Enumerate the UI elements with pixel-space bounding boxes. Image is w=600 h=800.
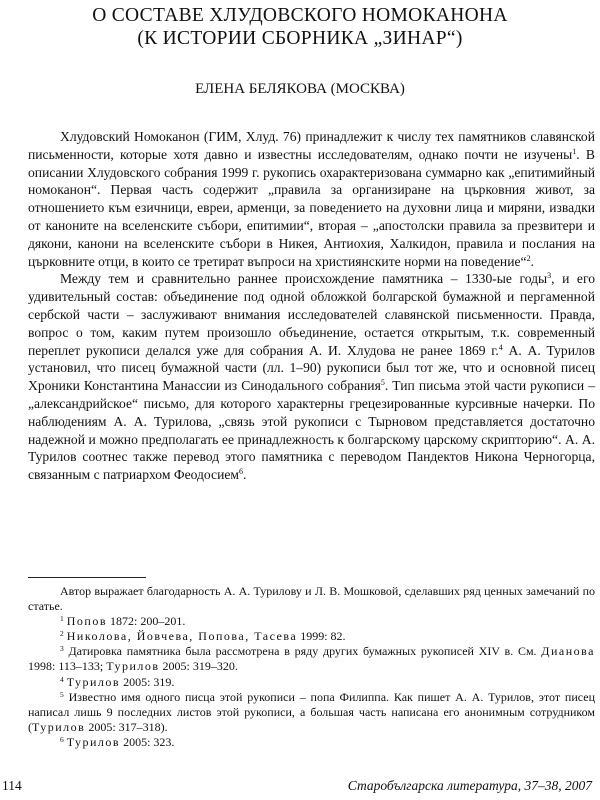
footnote-number: 4 <box>60 674 64 684</box>
paragraph-text: Хлудовский Номоканон (ГИМ, Хлуд. 76) принадлежит к числу тех памятников славянской письменности, которые хотя давно и известны исследователям, однако почти не изучены <box>28 129 595 162</box>
footnote-4 <box>28 675 595 690</box>
citation-text: Известно имя одного писца этой рукописи – попа Филиппа. Как пишет А. А. Турилов, этот писец написал лишь 9 последних листов этой рукописи, а большая часть написана его анонимным сотрудником ( <box>28 689 595 734</box>
paragraph-text: . В описании Хлудовского собрания 1999 г. рукопись охарактеризована суммарно как „епитимийный номоканон“. Первая часть содержит „правила за организиране на църковния живот, за отношението към езичници, евреи, арменци, за поведението на духовни лица и миряни, извадки от каноните на вселенските събори, епитимии“, вторая – „апостолски правила за презвитери и дякони, канони на вселенските събори в Никея, Антиохия, Халкидон, правила и послания на църковните отци, в които се третират въпроси на християнските норми на поведение“ <box>28 146 595 269</box>
cited-author: Турилов <box>66 734 121 749</box>
footnote-number: 1 <box>60 614 64 624</box>
cited-author: Турилов <box>66 674 121 689</box>
footnote-ref-6[interactable]: 6 <box>239 467 244 477</box>
footnote-number: 5 <box>60 689 64 699</box>
citation-text: 1872: 200–201. <box>107 614 186 629</box>
cited-author: Турилов <box>106 659 160 674</box>
footnote-number: 6 <box>60 734 64 744</box>
article-title-line-2: (К ИСТОРИИ СБОРНИКА „ЗИНАР“) <box>137 28 463 49</box>
citation-text: 2005: 317–318). <box>85 719 168 734</box>
footnote-number: 2 <box>60 629 64 639</box>
footnote-5 <box>28 690 595 735</box>
citation-text: 1998: 113–133; <box>28 659 107 674</box>
paragraph-text: . <box>530 253 534 269</box>
footnote-1 <box>28 614 595 629</box>
cited-author: Николова, Йовчева, Попова, Тасева <box>66 629 298 644</box>
article-body <box>28 128 595 484</box>
article-title-line-1: О СОСТАВЕ ХЛУДОВСКОГО НОМОКАНОНА <box>92 5 508 26</box>
footnotes-section <box>28 584 595 750</box>
citation-text: 2005: 319. <box>120 674 175 689</box>
acknowledgement-note: Автор выражает благодарность А. А. Турилову и Л. В. Мошковой, сделавших ряд ценных замечаний по статье. <box>28 584 595 614</box>
paragraph-text: А. А. Турилов установил, что писец бумажной части (лл. 1–90) рукописи был тот же, что и основной писец Хроники Константина Манассии из Синодального собрания <box>28 342 595 394</box>
footnote-6 <box>28 735 595 750</box>
footnote-3 <box>28 644 595 674</box>
citation-text: 2005: 323. <box>120 734 175 749</box>
footnote-ref-1[interactable]: 1 <box>572 146 577 156</box>
paragraph-text: Между тем и сравнительно раннее происхождение памятника – 1330-ые годы <box>60 271 548 287</box>
footnote-ref-2[interactable]: 2 <box>526 253 531 263</box>
citation-text: 1999: 82. <box>297 629 346 644</box>
paragraph-text: , и его удивительный состав: объединение под одной обложкой болгарской бумажной и пергаменной сербской части – заслуживают внимания исследователей славянской письменности. Правда, вопрос о том, каким путем произошло объединение, остается открытым, т.к. современный переплет рукописи делался уже для собрания А. И. Хлудова не ранее 1869 г. <box>28 271 595 358</box>
footnote-2 <box>28 629 595 644</box>
article-title <box>0 4 600 50</box>
journal-reference: Старобългарска литература, 37–38, 2007 <box>347 778 592 793</box>
paragraph-text: . <box>243 467 247 483</box>
paragraph-1 <box>28 128 595 270</box>
footnote-divider <box>28 577 146 578</box>
article-author: ЕЛЕНА БЕЛЯКОВА (МОСКВА) <box>195 81 405 97</box>
footnote-ref-5[interactable]: 5 <box>380 378 385 388</box>
footnote-ref-4[interactable]: 4 <box>498 342 503 352</box>
page-number: 114 <box>2 778 22 793</box>
paragraph-2 <box>28 270 595 484</box>
paragraph-text: . Тип письма этой части рукописи – „александрийское“ письмо, для которого характерны грецезированные курсивные начерки. По наблюдениям А. А. Турилова, „связь этой рукописи с Тырновом представляется достаточно надежной и можно предполагать ее принадлежность к болгарскому царскому скрипторию“. А. А. Турилов соотнес также перевод этого памятника с переводом Пандектов Никона Черногорца, связанным с патриархом Феодосием <box>28 378 595 483</box>
cited-author: Попов <box>66 614 108 629</box>
citation-text: 2005: 319–320. <box>159 659 238 674</box>
cited-author: Дианова <box>541 644 595 659</box>
citation-text: Датировка памятника была рассмотрена в ряду других бумажных рукописей XIV в. См. <box>63 644 542 659</box>
footnote-ref-3[interactable]: 3 <box>547 271 552 281</box>
footnote-number: 3 <box>60 644 64 654</box>
cited-author: Турилов <box>32 719 86 734</box>
